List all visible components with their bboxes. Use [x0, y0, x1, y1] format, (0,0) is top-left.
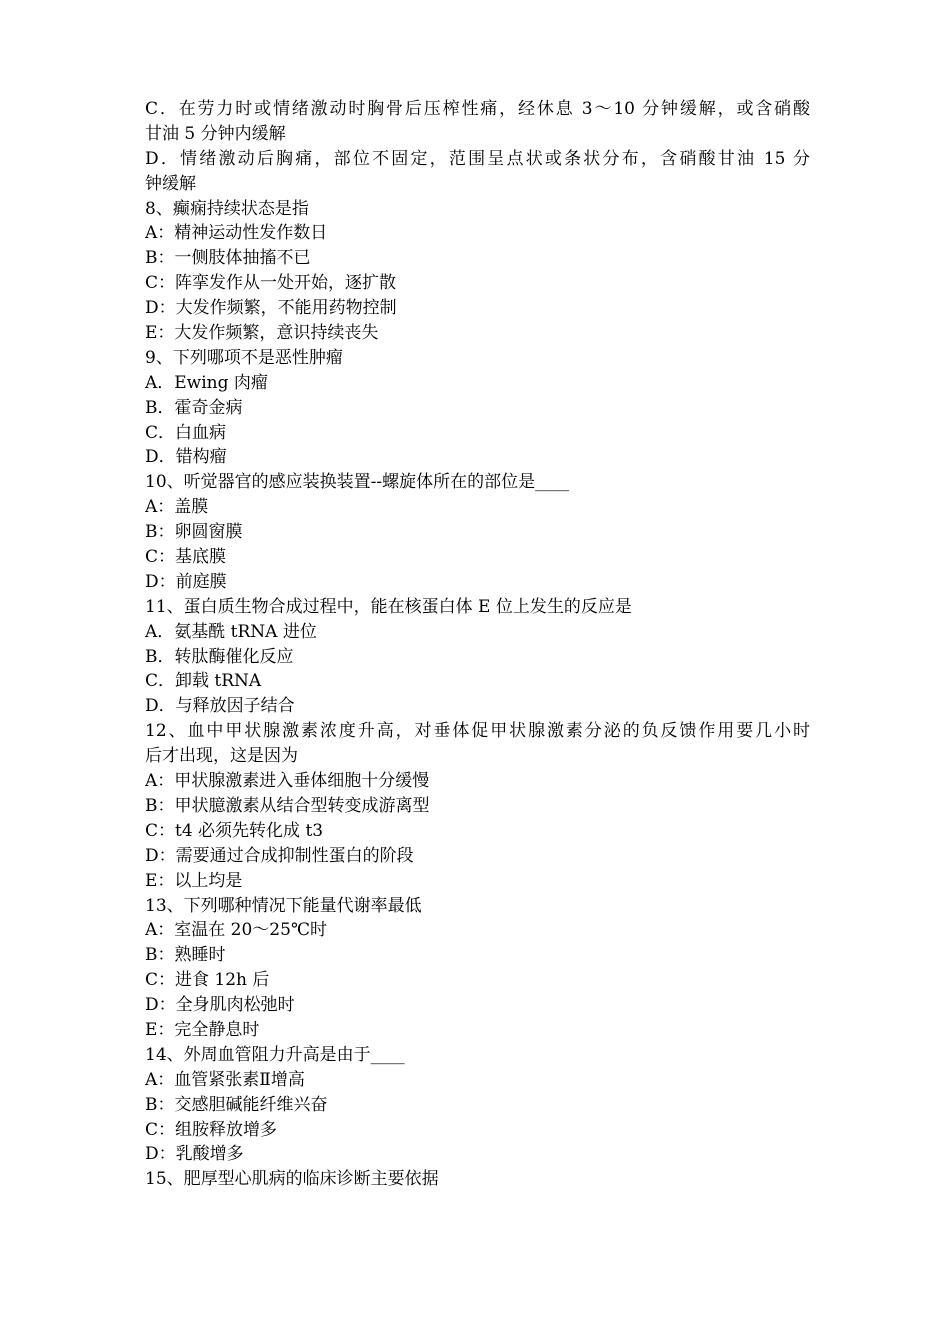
option-line: B：一侧肢体抽搐不已 [145, 248, 311, 269]
question-9: 9、下列哪项不是恶性肿瘤 [145, 347, 343, 368]
option-line: C：阵挛发作从一处开始，逐扩散 [145, 273, 397, 294]
option-line: C：进食 12h 后 [145, 970, 270, 991]
option-line: 甘油 5 分钟内缓解 [145, 123, 286, 144]
option-line: B．霍奇金病 [145, 397, 243, 418]
option-line: B：交感胆碱能纤维兴奋 [145, 1094, 328, 1115]
option-line: D：大发作频繁，不能用药物控制 [145, 298, 397, 319]
option-line: A：室温在 20～25℃时 [145, 920, 327, 941]
option-line: C．在劳力时或情绪激动时胸骨后压榨性痛，经休息 3～10 分钟缓解，或含硝酸 [145, 99, 810, 119]
option-line: E：大发作频繁，意识持续丧失 [145, 323, 379, 344]
option-line: A．Ewing 肉瘤 [145, 372, 268, 393]
option-line: C．白血病 [145, 422, 227, 443]
option-line: B：甲状臆激素从结合型转变成游离型 [145, 795, 430, 816]
option-line: C．卸载 tRNA [145, 671, 262, 692]
option-line: A：精神运动性发作数日 [145, 223, 328, 244]
option-line: D：乳酸增多 [145, 1144, 244, 1165]
option-line: D：全身肌肉松弛时 [145, 995, 295, 1016]
question-12: 12、血中甲状腺激素浓度升高，对垂体促甲状腺激素分泌的负反馈作用要几小时 [145, 721, 810, 742]
option-line: C：t4 必须先转化成 t3 [145, 820, 324, 841]
option-line: A：血管紧张素Ⅱ增高 [145, 1069, 305, 1090]
question-15: 15、肥厚型心肌病的临床诊断主要依据 [145, 1169, 439, 1190]
option-line: D：需要通过合成抑制性蛋白的阶段 [145, 845, 414, 866]
option-line: 钟缓解 [145, 173, 196, 194]
option-line: B：熟睡时 [145, 945, 226, 966]
question-11: 11、蛋白质生物合成过程中，能在核蛋白体 E 位上发生的反应是 [145, 596, 632, 617]
option-line: D．错构瘤 [145, 447, 227, 468]
option-line: C：基底膜 [145, 547, 227, 568]
question-12-continued: 后才出现，这是因为 [145, 746, 298, 767]
option-line: E：完全静息时 [145, 1019, 260, 1040]
option-line: D：前庭膜 [145, 571, 227, 592]
option-line: A：盖膜 [145, 497, 209, 518]
question-13: 13、下列哪种情况下能量代谢率最低 [145, 895, 422, 916]
option-line: A：甲状腺激素进入垂体细胞十分缓慢 [145, 771, 430, 792]
question-8: 8、癫痫持续状态是指 [145, 198, 309, 219]
question-14: 14、外周血管阻力升高是由于____ [145, 1044, 405, 1065]
option-line: D．情绪激动后胸痛，部位不固定，范围呈点状或条状分布，含硝酸甘油 15 分 [145, 148, 810, 169]
option-line: B．转肽酶催化反应 [145, 646, 294, 667]
option-line: E：以上均是 [145, 870, 243, 891]
option-line: B：卵圆窗膜 [145, 522, 243, 543]
document-page [145, 97, 810, 1192]
option-line: C：组胺释放增多 [145, 1119, 278, 1140]
option-line: A．氨基酰 tRNA 进位 [145, 621, 317, 642]
option-line: D．与释放因子结合 [145, 696, 295, 717]
question-10: 10、听觉器官的感应装换装置--螺旋体所在的部位是____ [145, 472, 570, 493]
